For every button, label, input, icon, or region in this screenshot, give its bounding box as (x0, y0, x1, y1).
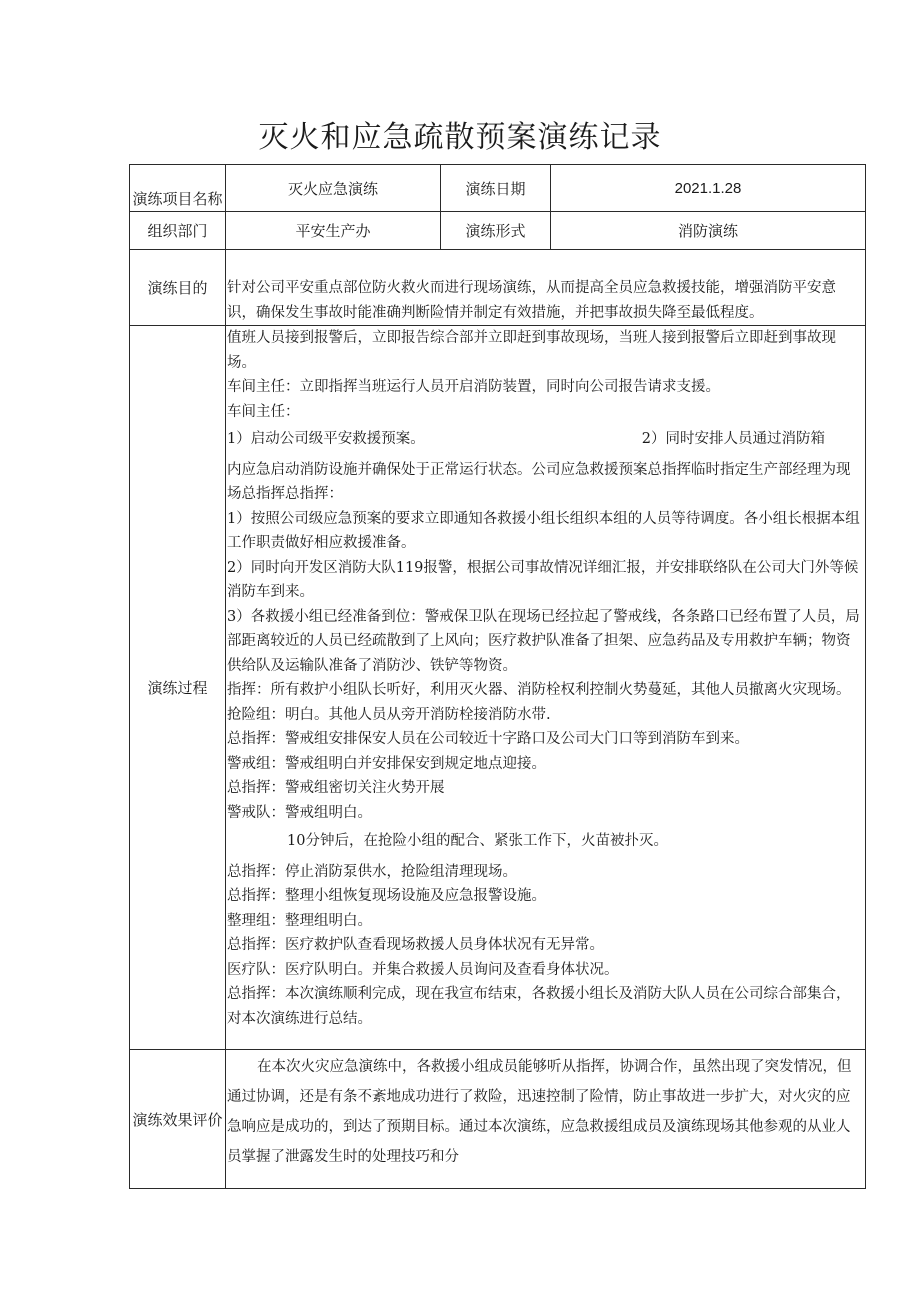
process-line: 内应急启动消防设施并确保处于正常运行状态。公司应急救援预案总指挥临时指定生产部经理为现场总指挥总指挥： (227, 461, 851, 502)
process-line: 整理组：整理组明白。 (227, 912, 372, 929)
process-line: 总指挥：医疗救护队查看现场救援人员身体状况有无异常。 (227, 937, 604, 953)
evaluation-label: 演练效果评价 (130, 1050, 226, 1189)
process-line (227, 427, 863, 452)
process-step-1: 1）启动公司级平安救援预案。 (227, 431, 425, 447)
process-line: 医疗队：医疗队明白。并集合救援人员询问及查看身体状况。 (227, 961, 619, 978)
drill-form-value: 消防演练 (551, 212, 866, 250)
table-row (130, 212, 866, 250)
process-step-2: 2）同时安排人员通过消防箱 (641, 431, 825, 447)
page-title: 灭火和应急疏散预案演练记录 (258, 120, 662, 155)
process-line: 总指挥：本次演练顺利完成，现在我宣布结束，各救援小组长及消防大队人员在公司综合部集合，对本次演练进行总结。 (227, 986, 851, 1027)
process-line: 1）按照公司级应急预案的要求立即通知各救援小组长组织本组的人员等待调度。各小组长根据本组工作职责做好相应救援准备。 (227, 510, 860, 551)
purpose-paragraph: 针对公司平安重点部位防火救火而进行现场演练，从而提高全员应急救援技能，增强消防平安意识，确保发生事故时能准确判断险情并制定有效措施，并把事故损失降至最低程度。 (227, 280, 836, 321)
process-line: 总指挥：警戒组安排保安人员在公司较近十字路口及公司大门口等到消防车到来。 (227, 731, 749, 747)
evaluation-paragraph: 在本次火灾应急演练中，各救援小组成员能够听从指挥，协调合作，虽然出现了突发情况，但通过协调，还是有条不紊地成功进行了救险，迅速控制了险情，防止事故进一步扩大，对火灾的应急响应是成功的，到达了预期目标。通过本次演练，应急救援组成员及演练现场其他参观的从业人员掌握了泄露发生时的处理技巧和分 (227, 1059, 852, 1165)
table-row (130, 326, 866, 1050)
process-line: 警戒队：警戒组明白。 (227, 804, 372, 821)
drill-form-label: 演练形式 (441, 212, 551, 250)
drill-date-label: 演练日期 (441, 165, 551, 212)
process-label: 演练过程 (130, 326, 226, 1050)
process-line: 10分钟后，在抢险小组的配合、紧张工作下，火苗被扑灭。 (287, 833, 668, 849)
process-line: 抢险组：明白。其他人员从旁开消防栓接消防水带. (227, 706, 551, 723)
process-line: 车间主任： (227, 403, 300, 420)
purpose-text (226, 250, 866, 326)
process-line: 总指挥：停止消防泵供水，抢险组清理现场。 (227, 863, 517, 880)
process-line: 总指挥：整理小组恢复现场设施及应急报警设施。 (227, 888, 546, 904)
process-line: 指挥：所有救护小组队长听好，利用灭火器、消防栓权利控制火势蔓延，其他人员撤离火灾现场。 (227, 682, 851, 698)
process-line: 总指挥：警戒组密切关注火势开展 (227, 780, 445, 796)
purpose-label: 演练目的 (130, 250, 226, 326)
process-line: 车间主任：立即指挥当班运行人员开启消防装置，同时向公司报告请求支援。 (227, 379, 720, 395)
process-line: 3）各救援小组已经准备到位：警戒保卫队在现场已经拉起了警戒线，各条路口已经布置了人员，局部距离较近的人员已经疏散到了上风向；医疗救护队准备了担架、应急药品及专用救护车辆；物资供给队及运输队准备了消防沙、铁铲等物资。 (227, 608, 860, 674)
process-line: 值班人员接到报警后，立即报告综合部并立即赶到事故现场，当班人接到报警后立即赶到事故现场。 (227, 330, 836, 371)
evaluation-text (226, 1050, 866, 1189)
table-row (130, 250, 866, 326)
table-row (130, 1050, 866, 1189)
project-name-label: 演练项目名称 (130, 165, 226, 212)
process-line: 2）同时向开发区消防大队119报警，根据公司事故情况详细汇报，并安排联络队在公司大门外等候消防车到来。 (227, 559, 859, 600)
department-value: 平安生产办 (226, 212, 441, 250)
table-row (130, 165, 866, 212)
project-name-value: 灭火应急演练 (226, 165, 441, 212)
department-label: 组织部门 (130, 212, 226, 250)
process-text (226, 326, 866, 1050)
drill-date-value: 2021.1.28 (551, 165, 866, 212)
process-line: 警戒组：警戒组明白并安排保安到规定地点迎接。 (227, 755, 546, 772)
drill-record-table (129, 164, 866, 1189)
